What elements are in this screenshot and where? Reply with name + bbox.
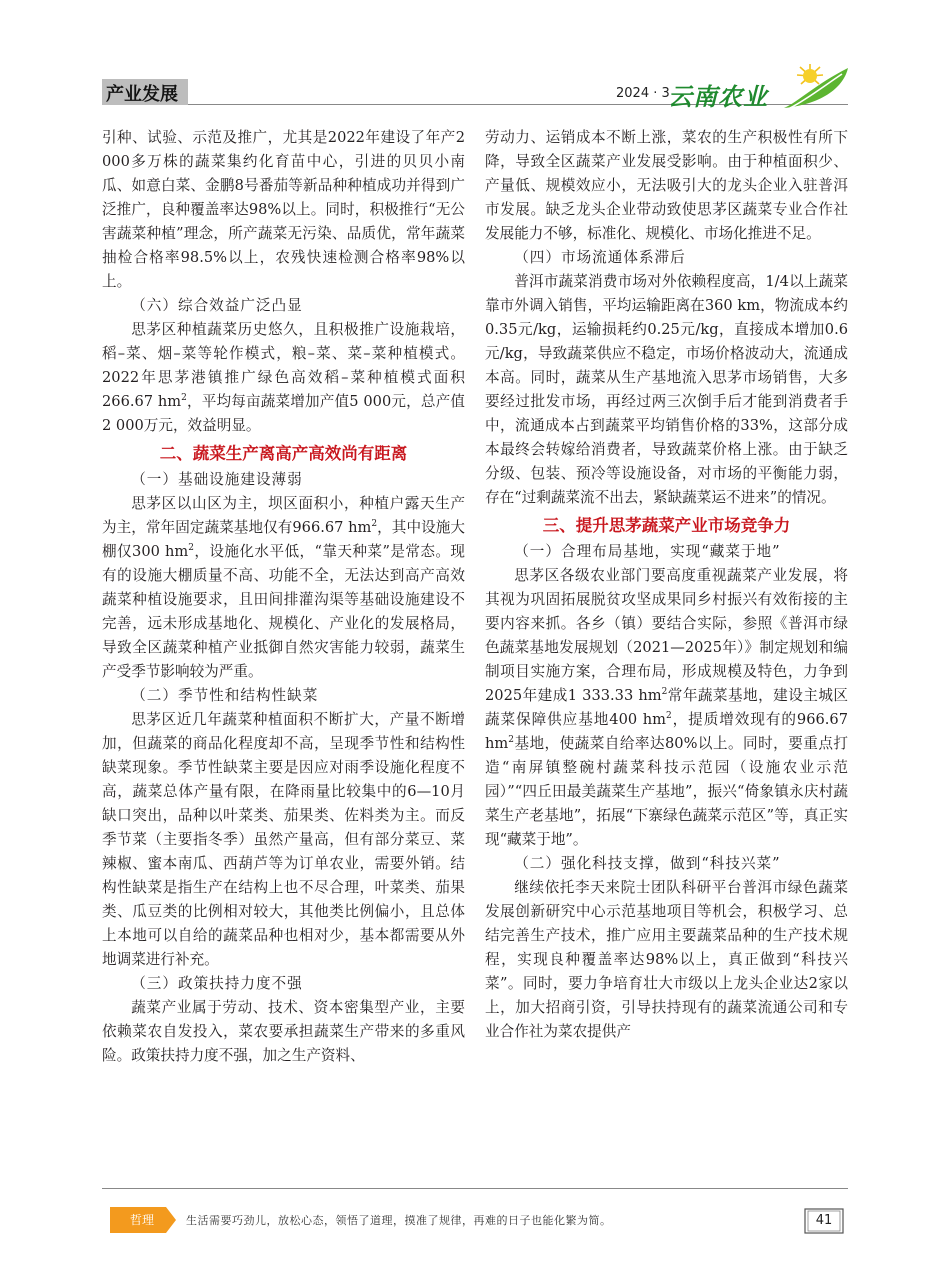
page-number: 41 <box>815 1213 833 1228</box>
paragraph: 继续依托李天来院士团队科研平台普洱市绿色蔬菜发展创新研究中心示范基地项目等机会，积极学习、总结完善生产技术，推广应用主要蔬菜品种的生产技术规程，实现良种覆盖率达98%以上，真正做到“科技兴菜”。同时，要力争培育壮大市级以上龙头企业达2家以上，加大招商引资，引导扶持现有的蔬菜流通公司和专业合作社为菜农提供产 <box>485 879 848 1040</box>
section-heading: 二、蔬菜生产离高产高效尚有距离 <box>159 444 408 463</box>
page-number-box <box>804 1208 844 1234</box>
footer-rule <box>102 1188 848 1189</box>
paragraph <box>485 564 848 852</box>
paragraph: 引种、试验、示范及推广，尤其是2022年建设了年产2 000多万株的蔬菜集约化育苗中心，引进的贝贝小南瓜、如意白菜、金鹏8号番茄等新品种种植成功并得到广泛推广，良种覆盖率达98%以上。同时，积极推行“无公害蔬菜种植”理念，所产蔬菜无污染、品质优，常年蔬菜抽检合格率98.5%以上，农残快速检测合格率98%以上。 <box>102 129 465 290</box>
paragraph <box>102 492 465 684</box>
subheading: （一）基础设施建设薄弱 <box>131 471 303 488</box>
text-run: ，提质增效现有的966.67 hm <box>485 711 848 752</box>
magazine-name: 云南农业 <box>668 82 768 111</box>
paragraph: 普洱市蔬菜消费市场对外依赖程度高，1/4以上蔬菜靠市外调入销售，平均运输距离在360 km，物流成本约0.35元/kg，运输损耗约0.25元/kg，直接成本增加0.6元/kg，导致蔬菜供应不稳定，市场价格波动大，流通成本高。同时，蔬菜从生产基地流入思茅市场销售，大多要经过批发市场，再经过两三次倒手后才能到消费者手中，流通成本占到蔬菜平均销售价格的33%，这部分成本最终会转嫁给消费者，导致蔬菜价格上涨。由于缺乏分级、包装、预冷等设施设备，对市场的平衡能力弱，存在“过剩蔬菜流不出去，紧缺蔬菜运不进来”的情况。 <box>485 273 848 506</box>
text-run: 思茅区以山区为主，坝区面积小，种植户露天生产为主，常年固定蔬菜基地仅有966.67 hm <box>102 495 465 536</box>
text-run: ，设施化水平低，“靠天种菜”是常态。现有的设施大棚质量不高、功能不全，无法达到高产高效蔬菜种植设施要求，且田间排灌沟渠等基础设施建设不完善，远未形成基地化、规模化、产业化的发展格局，导致全区蔬菜种植产业抵御自然灾害能力较弱，蔬菜生产受季节影响较为严重。 <box>102 543 465 680</box>
section-heading: 三、提升思茅蔬菜产业市场竞争力 <box>542 516 791 535</box>
subheading: （三）政策扶持力度不强 <box>131 975 303 992</box>
footer-tag-label: 哲理 <box>130 1213 155 1227</box>
text-run: 基地，使蔬菜自给率达80%以上。同时，要重点打造“南屏镇整碗村蔬菜科技示范园（设施农业示范园）”“四丘田最美蔬菜生产基地”，振兴“倚象镇永庆村蔬菜生产老基地”，拓展“下寨绿色蔬菜示范区”等，真正实现“藏菜于地”。 <box>485 735 848 848</box>
superscript: 2 <box>188 543 194 554</box>
footer-motto: 生活需要巧劲儿，放松心态，领悟了道理，摸准了规律，再难的日子也能化繁为简。 <box>186 1214 612 1227</box>
superscript: 2 <box>661 687 668 698</box>
subheading: （四）市场流通体系滞后 <box>514 249 686 266</box>
text-run: 常年蔬菜基地，建设主城区蔬菜保障供应基地400 hm <box>485 687 848 728</box>
superscript: 2 <box>181 393 187 404</box>
section-label: 产业发展 <box>106 84 178 105</box>
left-column <box>102 126 465 1068</box>
text-run: 思茅区种植蔬菜历史悠久，且积极推广设施栽培，稻–菜、烟–菜等轮作模式，粮–菜、菜–菜种植模式。2022年思茅港镇推广绿色高效稻–菜种植模式面积266.67 hm <box>102 321 465 410</box>
superscript: 2 <box>665 711 672 722</box>
paragraph: 蔬菜产业属于劳动、技术、资本密集型产业，主要依赖菜农自发投入，菜农要承担蔬菜生产带来的多重风险。政策扶持力度不强，加之生产资料、 <box>102 999 465 1064</box>
superscript: 2 <box>371 519 378 530</box>
right-column <box>485 126 848 1044</box>
subheading: （二）季节性和结构性缺菜 <box>131 687 319 704</box>
subheading: （一）合理布局基地，实现“藏菜于地” <box>514 543 781 560</box>
text-run: ，其中设施大棚仅300 hm <box>102 519 465 560</box>
issue-number: 2024 · 3 <box>616 86 670 101</box>
text-run: 思茅区各级农业部门要高度重视蔬菜产业发展，将其视为巩固拓展脱贫攻坚成果同乡村振兴有效衔接的主要内容来抓。各乡（镇）要结合实际，参照《普洱市绿色蔬菜基地发展规划（2021—2025年）》制定规划和编制项目实施方案，合理布局，形成规模及特色，力争到2025年建成1 333.33 hm <box>485 567 848 704</box>
paragraph: 劳动力、运销成本不断上涨，菜农的生产积极性有所下降，导致全区蔬菜产业发展受影响。由于种植面积少、产量低、规模效应小，无法吸引大的龙头企业入驻普洱市发展。缺乏龙头企业带动致使思茅区蔬菜专业合作社发展能力不够，标准化、规模化、市场化推进不足。 <box>485 129 848 242</box>
footer-tag <box>110 1207 176 1233</box>
section-tag <box>102 79 188 105</box>
subheading: （二）强化科技支撑，做到“科技兴菜” <box>514 855 781 872</box>
sun-leaf-logo-icon <box>780 62 850 110</box>
text-run: ，平均每亩蔬菜增加产值5 000元，总产值2 000万元，效益明显。 <box>102 393 465 434</box>
paragraph <box>102 318 465 438</box>
paragraph: 思茅区近几年蔬菜种植面积不断扩大，产量不断增加，但蔬菜的商品化程度却不高，呈现季节性和结构性缺菜现象。季节性缺菜主要是因应对雨季设施化程度不高，蔬菜总体产量有限，在降雨量比较集中的6—10月缺口突出，品种以叶菜类、茄果类、佐料类为主。而反季节菜（主要指冬季）虽然产量高，但有部分菜豆、菜辣椒、蜜本南瓜、西葫芦等为订单农业，需要外销。结构性缺菜是指生产在结构上也不尽合理，叶菜类、茄果类、瓜豆类的比例相对较大，其他类比例偏小，且总体上本地可以自给的蔬菜品种也相对少，基本都需要从外地调菜进行补充。 <box>102 711 465 968</box>
superscript: 2 <box>508 735 514 746</box>
subheading: （六）综合效益广泛凸显 <box>131 297 303 314</box>
